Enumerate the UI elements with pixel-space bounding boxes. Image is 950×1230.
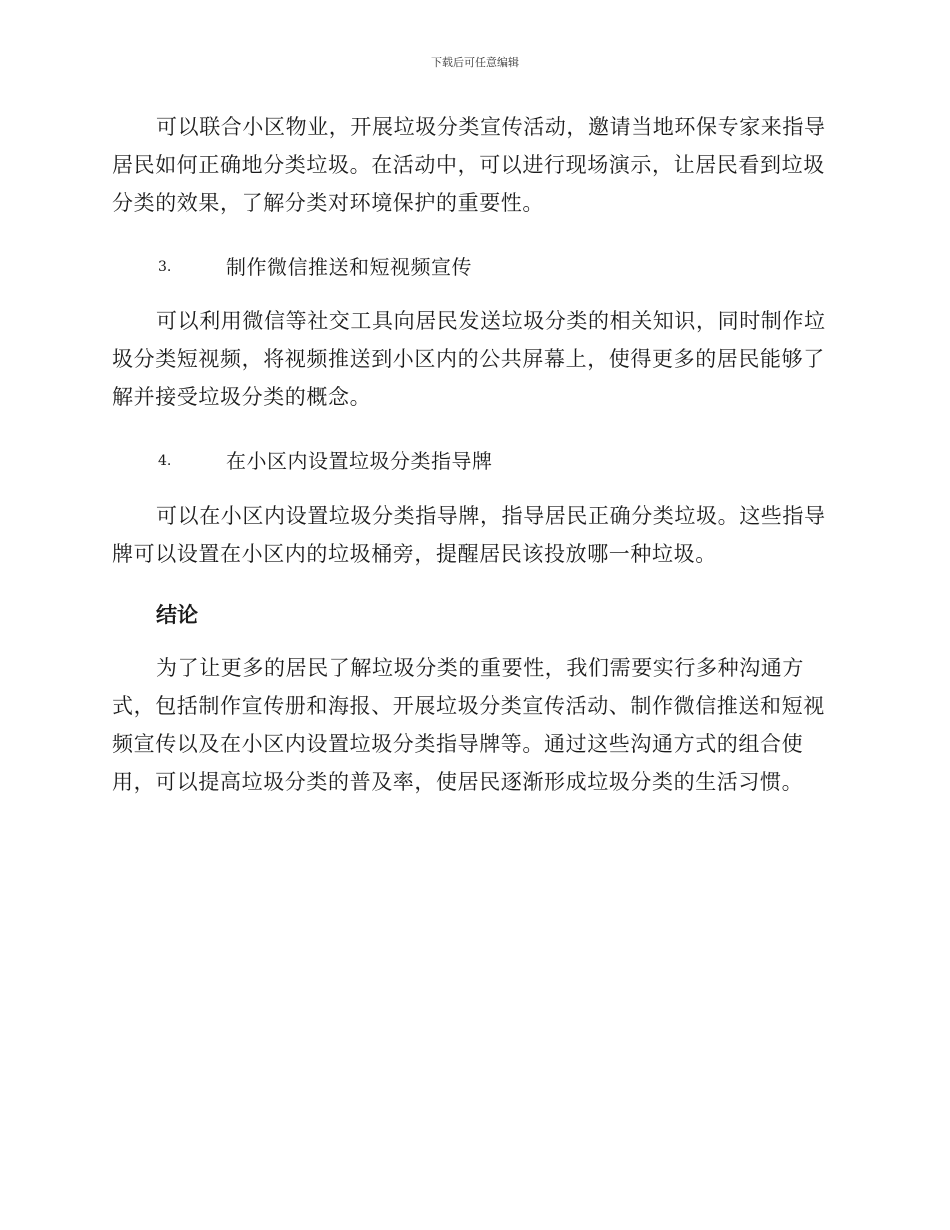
list-number: 4. <box>158 453 172 469</box>
paragraph-wechat: 可以利用微信等社交工具向居民发送垃圾分类的相关知识，同时制作垃圾分类短视频，将视频推送到小区内的公共屏幕上，使得更多的居民能够了解并接受垃圾分类的概念。 <box>112 309 826 409</box>
list-item-4 <box>158 446 493 476</box>
paragraph-activity: 可以联合小区物业，开展垃圾分类宣传活动，邀请当地环保专家来指导居民如何正确地分类垃圾。在活动中，可以进行现场演示，让居民看到垃圾分类的效果，了解分类对环境保护的重要性。 <box>112 115 826 215</box>
list-number: 3. <box>158 259 172 275</box>
list-item-title: 在小区内设置垃圾分类指导牌 <box>226 449 493 473</box>
paragraph-signboard: 可以在小区内设置垃圾分类指导牌，指导居民正确分类垃圾。这些指导牌可以设置在小区内的垃圾桶旁，提醒居民该投放哪一种垃圾。 <box>112 504 826 566</box>
list-item-title: 制作微信推送和短视频宣传 <box>226 255 472 279</box>
paragraph-conclusion: 为了让更多的居民了解垃圾分类的重要性，我们需要实行多种沟通方式，包括制作宣传册和海报、开展垃圾分类宣传活动、制作微信推送和短视频宣传以及在小区内设置垃圾分类指导牌等。通过这些沟通方式的组合使用，可以提高垃圾分类的普及率，使居民逐渐形成垃圾分类的生活习惯。 <box>112 656 825 794</box>
list-item-3 <box>158 252 472 282</box>
conclusion-heading: 结论 <box>156 603 198 627</box>
page-header: 下载后可任意编辑 <box>431 56 519 69</box>
